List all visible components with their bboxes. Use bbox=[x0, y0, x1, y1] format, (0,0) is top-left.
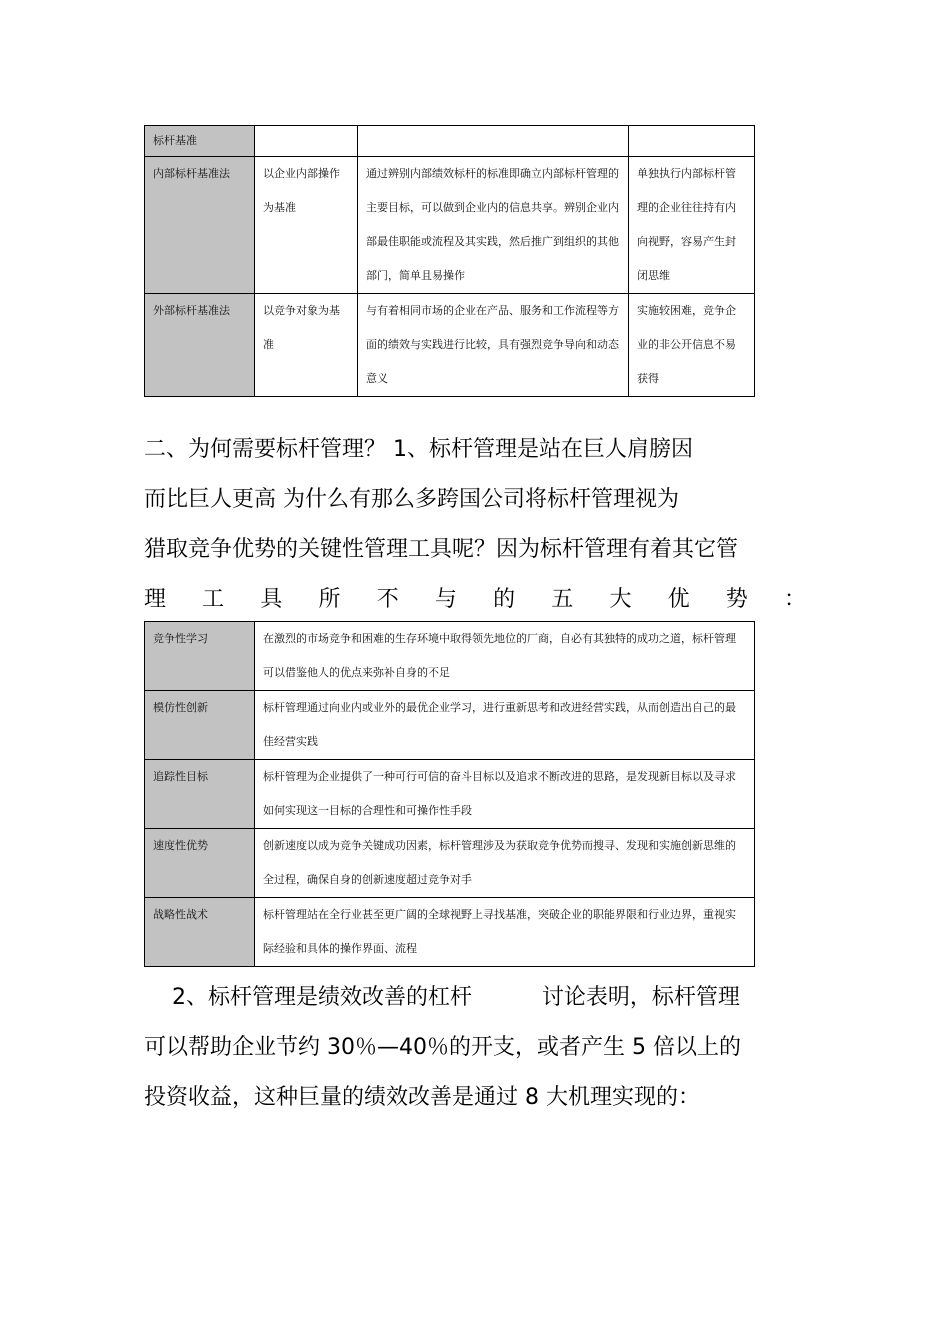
row-description: 在激烈的市场竞争和困难的生存环境中取得领先地位的厂商，自必有其独特的成功之道，标杆管理可以借鉴他人的优点来弥补自身的不足 bbox=[255, 622, 755, 691]
table-header-row bbox=[145, 126, 755, 157]
row-description: 标杆管理通过向业内或业外的最优企业学习，进行重新思考和改进经营实践，从而创造出自己的最佳经营实践 bbox=[255, 691, 755, 760]
body-text-line: 而比巨人更高 为什么有那么多跨国公司将标杆管理视为 bbox=[144, 487, 679, 512]
table-header-cell bbox=[629, 126, 755, 157]
row-description: 通过辨别内部绩效标杆的标准即确立内部标杆管理的主要目标，可以做到企业内的信息共享。辨别企业内部最佳职能或流程及其实践，然后推广到组织的其他部门，简单且易操作 bbox=[358, 157, 629, 294]
body-text-line: 猎取竞争优势的关键性管理工具呢？因为标杆管理有着其它管 bbox=[144, 537, 739, 562]
table-row bbox=[145, 760, 755, 829]
body-text-line: 投资收益，这种巨量的绩效改善是通过 8 大机理实现的： bbox=[144, 1085, 700, 1110]
table-row bbox=[145, 691, 755, 760]
row-label: 模仿性创新 bbox=[145, 691, 255, 760]
table-row bbox=[145, 294, 755, 397]
row-description: 标杆管理站在全行业甚至更广阔的全球视野上寻找基准，突破企业的职能界限和行业边界，重视实际经验和具体的操作界面、流程 bbox=[255, 898, 755, 967]
table-row bbox=[145, 157, 755, 294]
table-header-cell: 标杆基准 bbox=[145, 126, 255, 157]
advantages-table bbox=[144, 621, 755, 967]
body-text-line: 二、为何需要标杆管理？ 1、标杆管理是站在巨人肩膀因 bbox=[144, 437, 693, 462]
body-text-line: 可以帮助企业节约 30％—40％的开支，或者产生 5 倍以上的 bbox=[144, 1035, 741, 1060]
row-description: 标杆管理为企业提供了一种可行可信的奋斗目标以及追求不断改进的思路，是发现新目标以及寻求如何实现这一目标的合理性和可操作性手段 bbox=[255, 760, 755, 829]
row-label: 速度性优势 bbox=[145, 829, 255, 898]
row-label: 追踪性目标 bbox=[145, 760, 255, 829]
row-note: 实施较困难，竞争企业的非公开信息不易获得 bbox=[629, 294, 755, 397]
row-description: 与有着相同市场的企业在产品、服务和工作流程等方面的绩效与实践进行比较，具有强烈竞争导向和动态意义 bbox=[358, 294, 629, 397]
row-label: 外部标杆基准法 bbox=[145, 294, 255, 397]
row-basis: 以竞争对象为基准 bbox=[255, 294, 358, 397]
row-basis: 以企业内部操作为基准 bbox=[255, 157, 358, 294]
table-row bbox=[145, 898, 755, 967]
body-text-line: 理工具所不与的五大优势： bbox=[144, 587, 806, 612]
row-label: 内部标杆基准法 bbox=[145, 157, 255, 294]
benchmark-methods-table bbox=[144, 125, 755, 397]
row-note: 单独执行内部标杆管理的企业往往持有内向视野，容易产生封闭思维 bbox=[629, 157, 755, 294]
table-header-cell bbox=[255, 126, 358, 157]
row-label: 战略性战术 bbox=[145, 898, 255, 967]
row-label: 竞争性学习 bbox=[145, 622, 255, 691]
section-performance-lever bbox=[144, 973, 806, 1123]
table-row bbox=[145, 622, 755, 691]
section-why-benchmarking bbox=[144, 425, 806, 625]
body-text-line: 2、标杆管理是绩效改善的杠杆 讨论表明，标杆管理 bbox=[144, 985, 740, 1010]
table-row bbox=[145, 829, 755, 898]
row-description: 创新速度以成为竞争关键成功因素，标杆管理涉及为获取竞争优势而搜寻、发现和实施创新思维的全过程，确保自身的创新速度超过竞争对手 bbox=[255, 829, 755, 898]
table-header-cell bbox=[358, 126, 629, 157]
